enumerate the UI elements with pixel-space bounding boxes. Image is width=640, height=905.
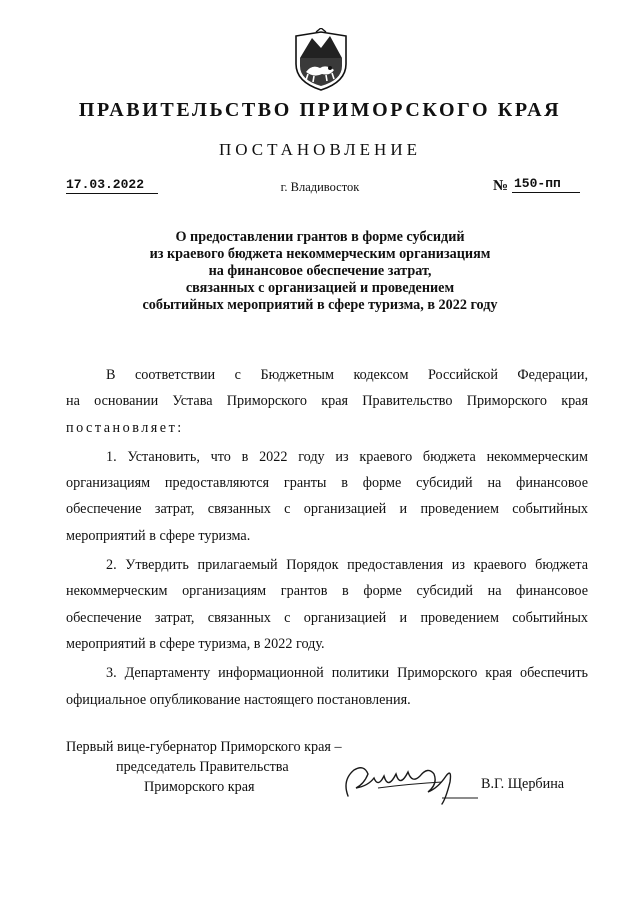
preamble-line: В соответствии с Бюджетным кодексом Российской Федерации, [106, 367, 588, 383]
document-city: г. Владивосток [280, 180, 360, 194]
number-sign: № [493, 178, 509, 194]
position-line: Приморского края [144, 779, 255, 795]
handwritten-signature [338, 758, 480, 806]
document-date: 17.03.2022 [66, 177, 158, 194]
subject-line: из краевого бюджета некоммерческим организациям [149, 246, 491, 262]
position-line: председатель Правительства [116, 759, 289, 775]
document-number: 150-пп [512, 176, 580, 193]
document-body [66, 362, 588, 716]
subject-line: О предоставлении грантов в форме субсидий [175, 229, 465, 245]
preamble-line: на основании Устава Приморского края Правительство Приморского края [66, 393, 588, 410]
position-line: Первый вице-губернатор Приморского края – [66, 739, 342, 755]
primorsky-krai-coat-of-arms-icon [292, 28, 350, 92]
clause-2: 2. Утвердить прилагаемый Порядок предоставления из краевого бюджета некоммерческим организациям грантов в форме субсидий на финансовое обеспечение затрат, связанных с организацией и проведением событийных мероприятий в сфере туризма, в 2022 году. [66, 557, 588, 652]
government-title: ПРАВИТЕЛЬСТВО ПРИМОРСКОГО КРАЯ [78, 99, 562, 121]
document-type: ПОСТАНОВЛЕНИЕ [218, 140, 421, 159]
subject-line: на финансовое обеспечение затрат, [208, 263, 432, 279]
subject-line: событийных мероприятий в сфере туризма, в 2022 году [142, 297, 498, 313]
clause-1: 1. Установить, что в 2022 году из краевого бюджета некоммерческим организациям предоставляются гранты в форме субсидий на финансовое обеспечение затрат, связанных с организацией и проведением событийных мероприятий в сфере туризма. [66, 448, 588, 544]
clause-3: 3. Департаменту информационной политики Приморского края обеспечить официальное опубликование настоящего постановления. [66, 665, 588, 708]
signatory-position [66, 737, 342, 797]
subject-line: связанных с организацией и проведением [185, 280, 455, 296]
preamble-paragraph [66, 362, 588, 441]
signatory-name: В.Г. Щербина [481, 776, 565, 792]
resolve-word: постановляет: [66, 419, 184, 436]
document-subject [0, 229, 640, 314]
